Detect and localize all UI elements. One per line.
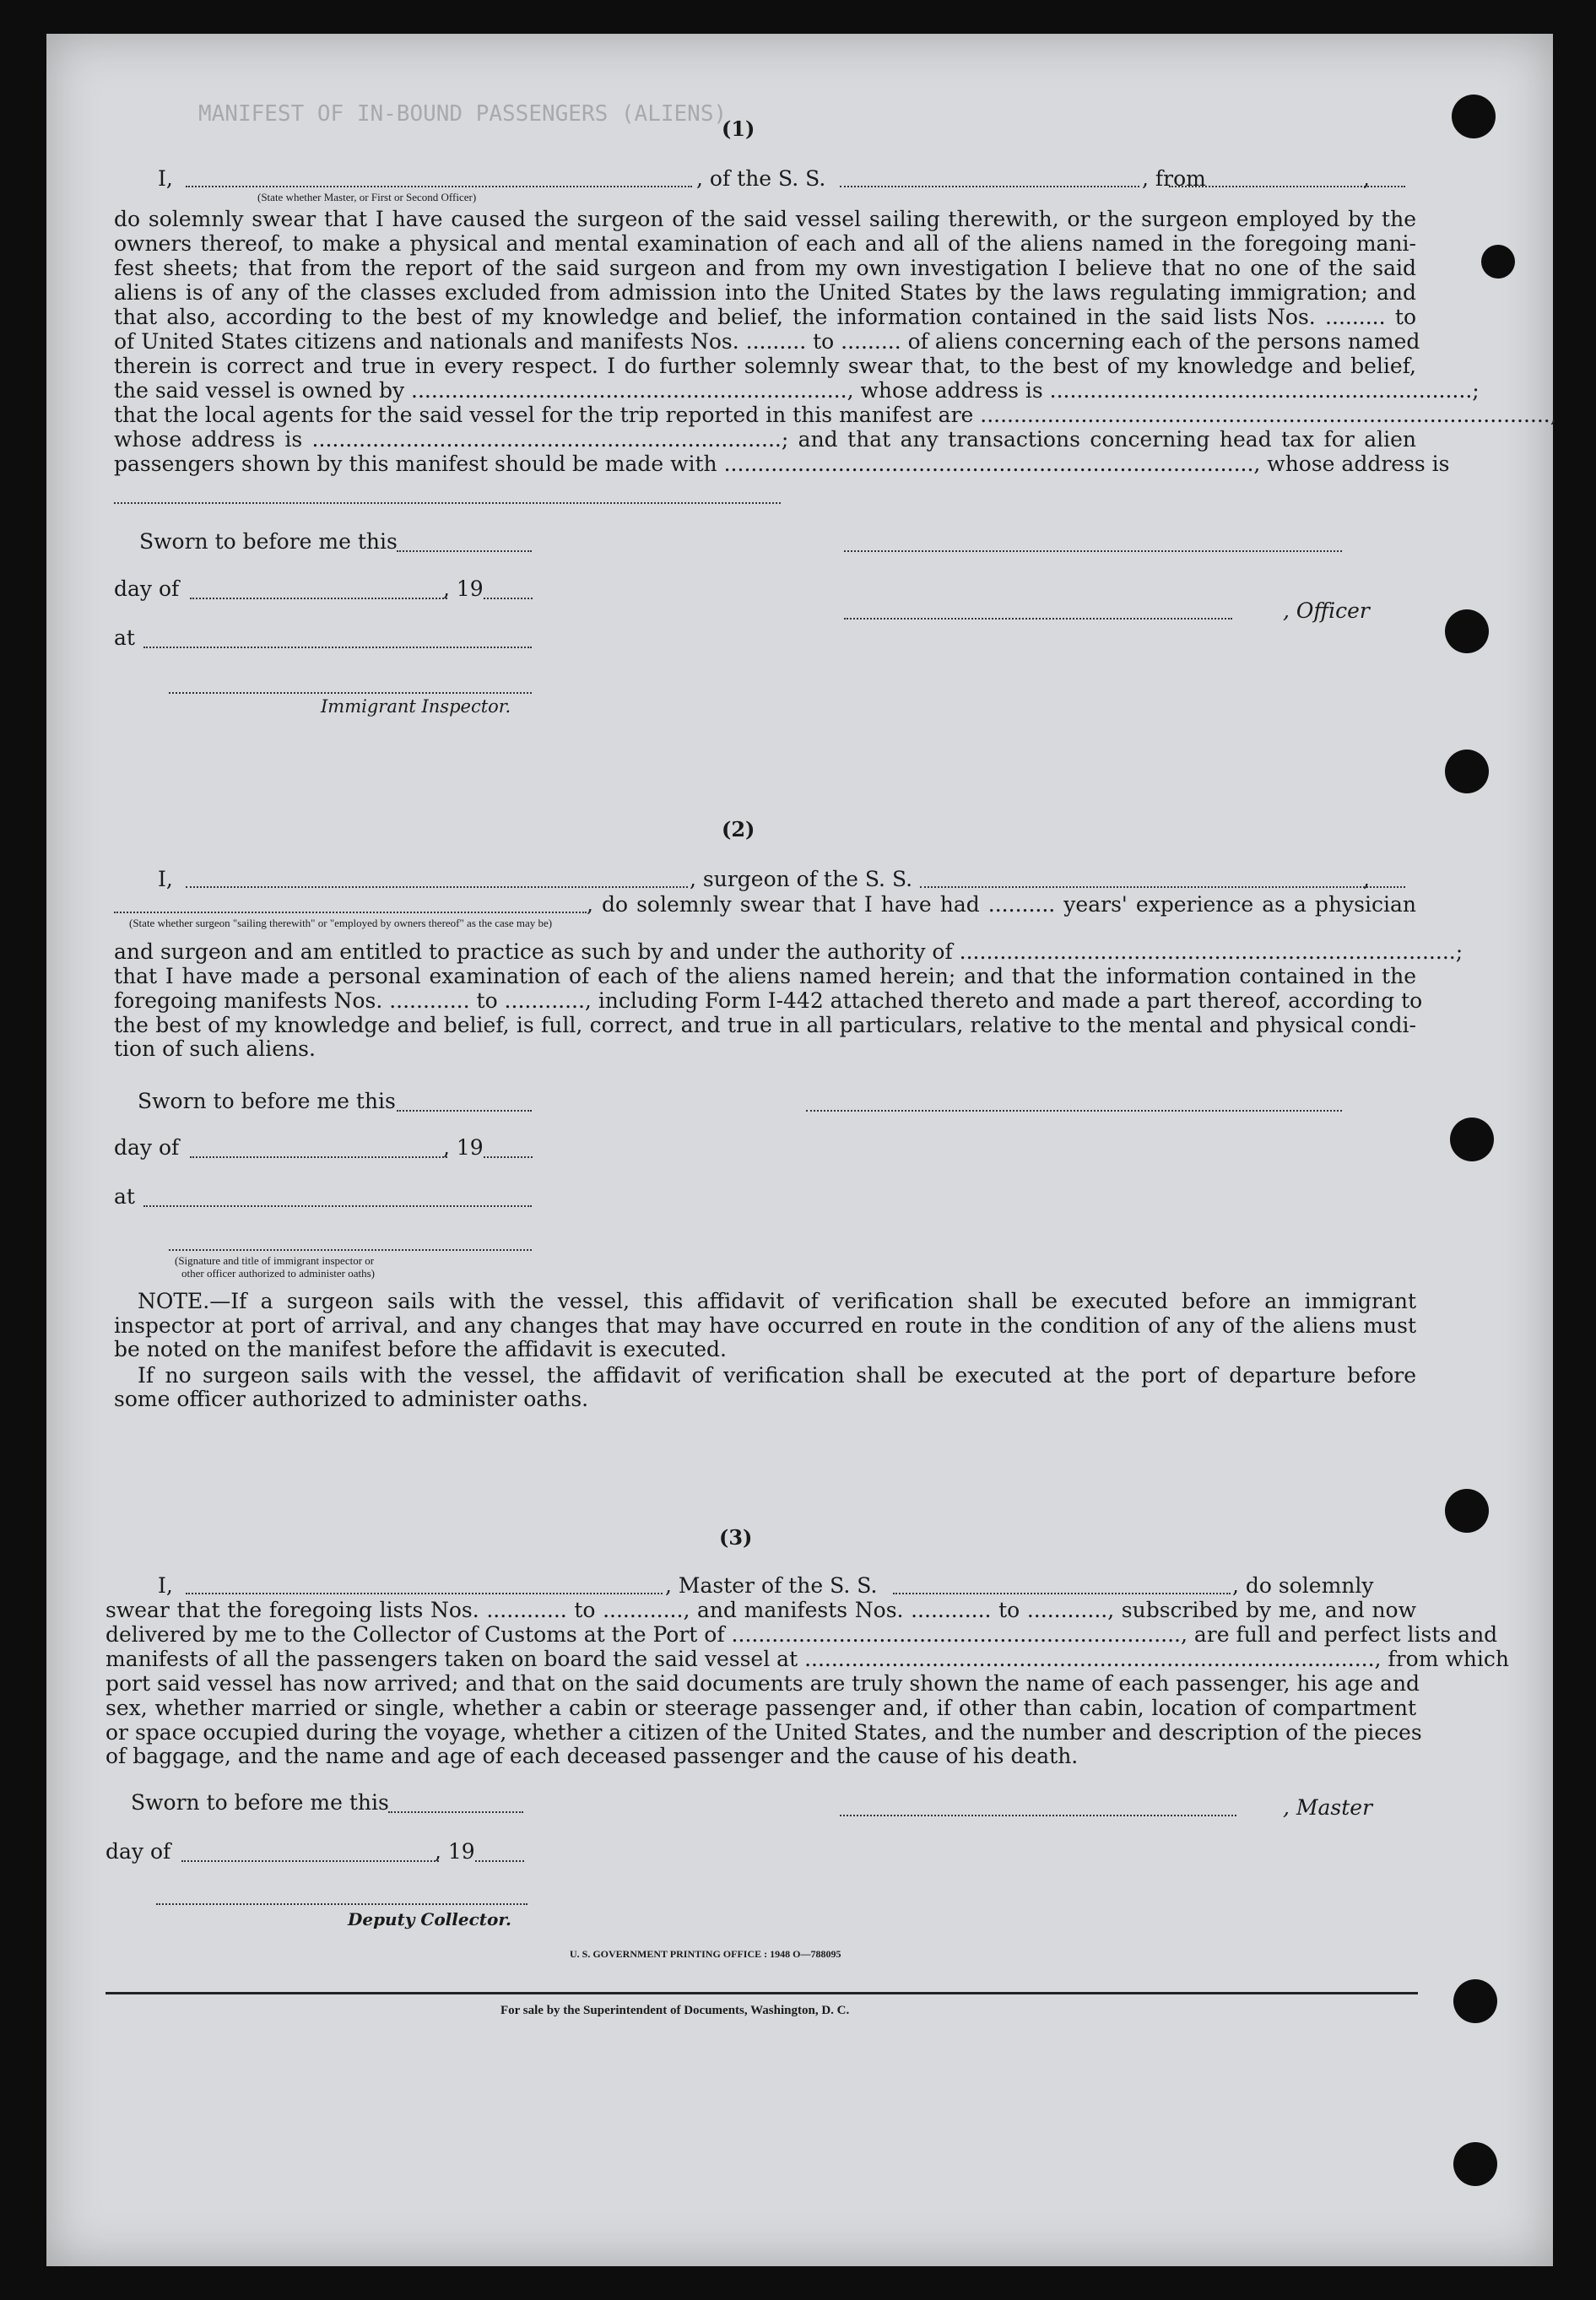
s3-line1-end: , do solemnly <box>1232 1573 1374 1598</box>
s2-sig-caption-2: other officer authorized to administer oaths) <box>181 1267 375 1280</box>
s2-note-last: be noted on the manifest before the affidavit is executed. <box>114 1337 727 1361</box>
s1-at-field[interactable] <box>143 647 532 648</box>
s1-officer-signature-field-1[interactable] <box>844 550 1342 552</box>
s1-inspector-label: Immigrant Inspector. <box>321 696 511 717</box>
s3-sworn-field[interactable] <box>388 1811 523 1813</box>
s3-sworn-label: Sworn to before me this <box>131 1790 389 1815</box>
s2-day-of-label: day of <box>114 1135 180 1160</box>
s2-at-field[interactable] <box>143 1205 532 1207</box>
binder-hole <box>1445 750 1489 793</box>
bleed-through-title: MANIFEST OF IN-BOUND PASSENGERS (ALIENS) <box>198 101 728 127</box>
s1-address-continuation-field[interactable] <box>114 502 781 504</box>
s2-sig-caption-1: (Signature and title of immigrant inspector or <box>175 1254 375 1267</box>
s1-day-of-label: day of <box>114 576 180 601</box>
footer-sale-text: For sale by the Superintendent of Documents, Washington, D. C. <box>500 2004 850 2017</box>
printing-office-line: U. S. GOVERNMENT PRINTING OFFICE : 1948 O—788095 <box>570 1948 841 1960</box>
s2-nineteen-label: , 19 <box>443 1135 484 1160</box>
s2-surgeon-signature-field[interactable] <box>806 1110 1342 1112</box>
s1-at-label: at <box>114 625 135 650</box>
footer-rule <box>105 1992 1418 1994</box>
binder-hole <box>1452 95 1496 138</box>
s1-inspector-signature-field[interactable] <box>169 692 532 694</box>
s2-oath-body-last: tion of such aliens. <box>114 1036 316 1061</box>
section-2-number: (2) <box>722 817 755 842</box>
s1-day-field[interactable] <box>190 598 447 599</box>
s2-experience-line: , do solemnly swear that I have had .......... years' experience as a physician <box>587 892 1416 917</box>
section-3-number: (3) <box>719 1525 753 1550</box>
s3-oath-body: swear that the foregoing lists Nos. ............ to ............, and manifests Nos. ............ to ............, subscribed by me, and now delivered by me to the Collector of Customs at the Port of ..................................................................., are full and perfect lists and manifests of all the passengers taken on board the said vessel at ....................................................................................., from which port said vessel has now arrived; and that on the said documents are truly shown the name of each passenger, his age and sex, whether married or single, whether a cabin or steerage passenger and, if other than cabin, location of compartment or space occupied during the voyage, whether a citizen of the United States, and the number and description of the pieces <box>105 1598 1509 1745</box>
s1-officer-name-field[interactable] <box>186 186 692 187</box>
s3-day-field[interactable] <box>181 1860 439 1862</box>
s2-i-label: I, <box>158 867 173 891</box>
s2-surgeon-status-field[interactable] <box>114 912 587 913</box>
s3-nineteen-label: , 19 <box>435 1839 475 1864</box>
binder-hole <box>1453 2142 1497 2186</box>
s2-line1-end: , <box>1363 867 1370 891</box>
s3-day-of-label: day of <box>105 1839 171 1864</box>
s1-officer-label: , Officer <box>1283 598 1370 623</box>
s1-i-label: I, <box>158 166 173 191</box>
s2-note: NOTE.—If a surgeon sails with the vessel, this affidavit of verification shall be executed before an immigrant inspector at port of arrival, and any changes that may have occurred en route in the condition of any of the aliens must <box>114 1289 1416 1338</box>
s2-day-field[interactable] <box>190 1156 447 1158</box>
s3-master-label: , Master of the S. S. <box>665 1573 878 1598</box>
section-1-number: (1) <box>722 116 755 141</box>
s2-sworn-field[interactable] <box>397 1110 532 1112</box>
s1-of-ss-label: , of the S. S. <box>696 166 826 191</box>
s2-surgeon-name-field[interactable] <box>186 886 688 888</box>
s2-inspector-signature-field[interactable] <box>169 1249 532 1251</box>
s2-year-field[interactable] <box>484 1156 533 1158</box>
s1-sworn-label: Sworn to before me this <box>139 529 398 554</box>
s1-from-label: , from <box>1142 166 1206 191</box>
s2-note2-last: some officer authorized to administer oaths. <box>114 1387 589 1411</box>
binder-hole <box>1445 609 1489 653</box>
s3-deputy-signature-field[interactable] <box>156 1903 527 1905</box>
s3-oath-body-last: of baggage, and the name and age of each deceased passenger and the cause of his death. <box>105 1744 1079 1768</box>
s2-oath-body: and surgeon and am entitled to practice as such by and under the authority of ..........................................................................; that I have made a personal examination of each of the aliens named herein; and that the information contained in the foregoing manifests Nos. ............ to ............, including Form I-442 attached thereto and made a part thereof, according to the best of my knowledge and belief, is full, correct, and true in all particulars, relative to the mental and physical condi- <box>114 939 1463 1037</box>
s3-master-signature-field[interactable] <box>840 1815 1236 1816</box>
s2-sworn-label: Sworn to before me this <box>138 1089 396 1113</box>
s2-vessel-field[interactable] <box>920 886 1405 888</box>
s3-deputy-label: Deputy Collector. <box>348 1909 512 1929</box>
s2-surgeon-caption: (State whether surgeon "sailing therewith" or "employed by owners thereof" as the case may be) <box>129 917 553 929</box>
s3-i-label: I, <box>158 1573 173 1598</box>
s3-year-field[interactable] <box>475 1860 524 1862</box>
s2-at-label: at <box>114 1184 135 1209</box>
s2-surgeon-label: , surgeon of the S. S. <box>690 867 913 891</box>
s1-vessel-field[interactable] <box>840 186 1139 187</box>
binder-hole <box>1453 1979 1497 2023</box>
s1-officer-caption: (State whether Master, or First or Second Officer) <box>257 191 477 203</box>
s1-sworn-field[interactable] <box>397 550 532 552</box>
s1-oath-body: do solemnly swear that I have caused the surgeon of the said vessel sailing therewith, or the surgeon employed by the owners thereof, to make a physical and mental examination of each and all of the aliens named in the foregoing mani- fest sheets; that from the report of the said surgeon and from my own investigation I believe that no one of the said aliens is of any of the classes excluded from admission into the United States by the laws regulating immigration; and that also, according to the best of my knowledge and belief, the information contained in the said lists Nos. ......... to of United States citizens and nationals and manifests Nos. ......... to ......... of aliens concerning each of the persons named therein is correct and true in every respect. I do further solemnly swear that, to the best of my knowledge and belief, the said vessel is owned by ................................................................., whose address is ...............................................................; that the local agents for the said vessel for the trip reported in this manifest are ....................................................................................., whose address is ......................................................................; and that any transactions concerning head tax for alien passengers shown by this manifest should be made with ..............................................................................., whose address is <box>114 207 1557 476</box>
form-sheet <box>46 34 1557 2266</box>
binder-hole <box>1445 1489 1489 1533</box>
s3-master-sig-label: , Master <box>1283 1795 1373 1820</box>
s1-nineteen-label: , 19 <box>443 576 484 601</box>
s1-from-field[interactable] <box>1169 186 1405 187</box>
s3-vessel-field[interactable] <box>893 1593 1231 1594</box>
binder-hole <box>1450 1118 1494 1161</box>
s1-line1-end: , <box>1363 166 1370 191</box>
binder-hole <box>1481 245 1515 279</box>
s1-officer-signature-field-2[interactable] <box>844 618 1232 620</box>
s3-master-name-field[interactable] <box>186 1593 663 1594</box>
s1-year-field[interactable] <box>484 598 533 599</box>
s2-note2: If no surgeon sails with the vessel, the affidavit of verification shall be executed at the port of departure before <box>138 1363 1416 1388</box>
